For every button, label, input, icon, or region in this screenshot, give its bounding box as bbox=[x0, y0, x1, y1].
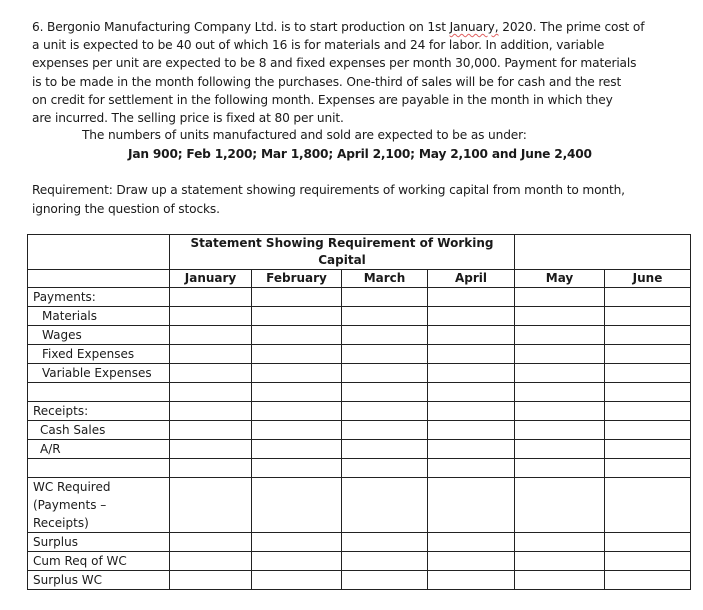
problem-line-4: is to be made in the month following the purchases. One-third of sales will be for cash and the rest bbox=[32, 74, 622, 89]
col-april: April bbox=[428, 270, 515, 288]
requirement bbox=[32, 181, 672, 218]
col-january: January bbox=[170, 270, 252, 288]
label-receipts: Receipts: bbox=[28, 402, 170, 421]
label-cash-sales: Cash Sales bbox=[28, 421, 170, 440]
label-ar: A/R bbox=[28, 440, 170, 459]
col-june: June bbox=[605, 270, 691, 288]
working-capital-table bbox=[27, 234, 691, 590]
problem-line-3: expenses per unit are expected to be 8 and fixed expenses per month 30,000. Payment for materials bbox=[32, 56, 637, 71]
table-row bbox=[28, 421, 691, 440]
table-row bbox=[28, 571, 691, 590]
label-surplus: Surplus bbox=[28, 533, 170, 552]
col-march: March bbox=[342, 270, 428, 288]
spellcheck-flagged-word: January, bbox=[449, 20, 499, 34]
requirement-line-1: Requirement: Draw up a statement showing requirements of working capital from month to month, bbox=[32, 183, 625, 197]
problem-line-5: on credit for settlement in the following month. Expenses are payable in the month in which they bbox=[32, 92, 613, 107]
label-materials: Materials bbox=[28, 307, 170, 326]
problem-line-2: a unit is expected to be 40 out of which 16 is for materials and 24 for labor. In addition, variable bbox=[32, 38, 605, 53]
label-variable-expenses: Variable Expenses bbox=[28, 364, 170, 383]
col-february: February bbox=[252, 270, 342, 288]
problem-line-6: are incurred. The selling price is fixed at 80 per unit. bbox=[32, 110, 344, 125]
table-row bbox=[28, 478, 691, 533]
label-cum-req-wc: Cum Req of WC bbox=[28, 552, 170, 571]
table-title: Statement Showing Requirement of Working Capital bbox=[170, 235, 515, 270]
problem-line-1: 6. Bergonio Manufacturing Company Ltd. is to start production on 1st January, 2020. The prime cost of bbox=[32, 20, 645, 34]
units-intro: The numbers of units manufactured and sold are expected to be as under: bbox=[82, 128, 527, 142]
table-row bbox=[28, 326, 691, 345]
label-surplus-wc: Surplus WC bbox=[28, 571, 170, 590]
requirement-line-2: ignoring the question of stocks. bbox=[32, 201, 220, 216]
problem-statement bbox=[32, 18, 672, 127]
table-row bbox=[28, 459, 691, 478]
col-may: May bbox=[515, 270, 605, 288]
table-row bbox=[28, 383, 691, 402]
label-payments: Payments: bbox=[28, 288, 170, 307]
table-row bbox=[28, 533, 691, 552]
table-row bbox=[28, 307, 691, 326]
label-wc-required: WC Required (Payments – Receipts) bbox=[28, 478, 170, 533]
label-wages: Wages bbox=[28, 326, 170, 345]
table-row bbox=[28, 345, 691, 364]
table-row bbox=[28, 440, 691, 459]
label-fixed-expenses: Fixed Expenses bbox=[28, 345, 170, 364]
table-row bbox=[28, 364, 691, 383]
table-row bbox=[28, 402, 691, 421]
table-row bbox=[28, 288, 691, 307]
units-list: Jan 900; Feb 1,200; Mar 1,800; April 2,100; May 2,100 and June 2,400 bbox=[128, 147, 592, 161]
table-row bbox=[28, 552, 691, 571]
